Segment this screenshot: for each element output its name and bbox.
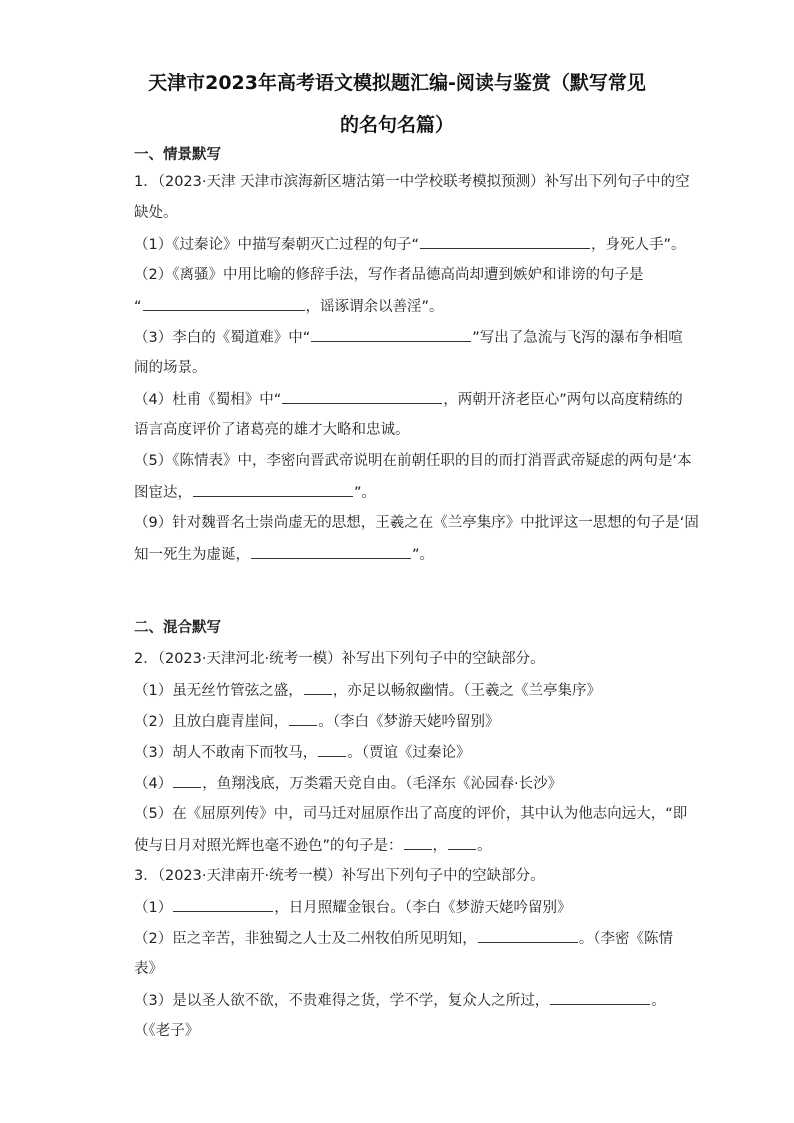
answer-blank[interactable] <box>420 234 590 249</box>
document-title-line-1: 天津市2023年高考语文模拟题汇编-阅读与鉴赏（默写常见 <box>148 72 646 94</box>
answer-blank[interactable] <box>550 990 650 1005</box>
answer-blank[interactable] <box>289 711 317 726</box>
question-item: 图宦达， ”。 <box>134 482 376 503</box>
answer-blank[interactable] <box>318 742 346 757</box>
answer-blank[interactable] <box>173 897 273 912</box>
section-heading: 二、混合默写 <box>134 620 221 636</box>
question-item: （1）虽无丝竹管弦之盛， ，亦足以畅叙幽情。（王羲之《兰亭集序》 <box>134 680 601 701</box>
question-item: 闹的场景。 <box>134 360 207 376</box>
answer-blank[interactable] <box>448 835 476 850</box>
answer-blank[interactable] <box>311 327 471 342</box>
question-item: （3）胡人不敢南下而牧马， 。（贾谊《过秦论》 <box>134 742 470 763</box>
question-item: （5）在《屈原列传》中，司马迁对屈原作出了高度的评价，其中认为他志向远大，“即 <box>134 806 688 822</box>
question-item: （2）《离骚》中用比喻的修辞手法，写作者品德高尚却遭到嫉妒和诽谤的句子是 <box>134 267 644 283</box>
question-intro: 3．（2023·天津南开·统考一模）补写出下列句子中的空缺部分。 <box>134 868 545 884</box>
question-item: （1）《过秦论》中描写秦朝灭亡过程的句子“ ，身死人手”。 <box>134 234 686 255</box>
question-item: （2）且放白鹿青崖间， 。（李白《梦游天姥吟留别》 <box>134 711 499 732</box>
question-item: 使与日月对照光辉也毫不逊色”的句子是： ， 。 <box>134 835 492 856</box>
question-intro: 1．（2023·天津 天津市滨海新区塘沽第一中学校联考模拟预测）补写出下列句子中的空 <box>134 174 690 190</box>
question-item: （5）《陈情表》中，李密向晋武帝说明在前朝任职的目的而打消晋武帝疑虑的两句是‘本 <box>134 453 692 469</box>
answer-blank[interactable] <box>282 389 442 404</box>
answer-blank[interactable] <box>143 296 305 311</box>
answer-blank[interactable] <box>404 835 432 850</box>
section-heading: 一、情景默写 <box>134 147 221 163</box>
question-item: （4）杜甫《蜀相》中“ ，两朝开济老臣心”两句以高度精练的 <box>134 389 683 410</box>
question-item: （《老子》 <box>134 1023 200 1039</box>
answer-blank[interactable] <box>193 482 353 497</box>
question-item: （2）臣之辛苦，非独蜀之人士及二州牧伯所见明知， 。（李密《陈情 <box>134 928 673 949</box>
answer-blank[interactable] <box>173 773 201 788</box>
answer-blank[interactable] <box>478 928 578 943</box>
question-item: （9）针对魏晋名士崇尚虚无的思想，王羲之在《兰亭集序》中批评这一思想的句子是‘固 <box>134 515 699 531</box>
document-title-line-2: 的名句名篇） <box>339 114 454 136</box>
answer-blank[interactable] <box>251 544 411 559</box>
question-item: （3）是以圣人欲不欲，不贵难得之货，学不学，复众人之所过， 。 <box>134 990 666 1011</box>
question-intro: 2．（2023·天津河北·统考一模）补写出下列句子中的空缺部分。 <box>134 651 545 667</box>
question-item: 表》 <box>134 961 163 977</box>
question-item: 知一死生为虚诞， ”。 <box>134 544 434 565</box>
question-item: 语言高度评价了诸葛亮的雄才大略和忠诚。 <box>134 422 410 438</box>
question-item: “ ，谣诼谓余以善淫”。 <box>134 296 444 317</box>
question-item: （4） ，鱼翔浅底，万类霜天竞自由。（毛泽东《沁园春·长沙》 <box>134 773 562 794</box>
question-item: （1） ，日月照耀金银台。（李白《梦游天姥吟留别》 <box>134 897 571 918</box>
question-intro: 缺处。 <box>134 205 178 221</box>
question-item: （3）李白的《蜀道难》中“ ”写出了急流与飞泻的瀑布争相喧 <box>134 327 683 348</box>
answer-blank[interactable] <box>304 680 332 695</box>
